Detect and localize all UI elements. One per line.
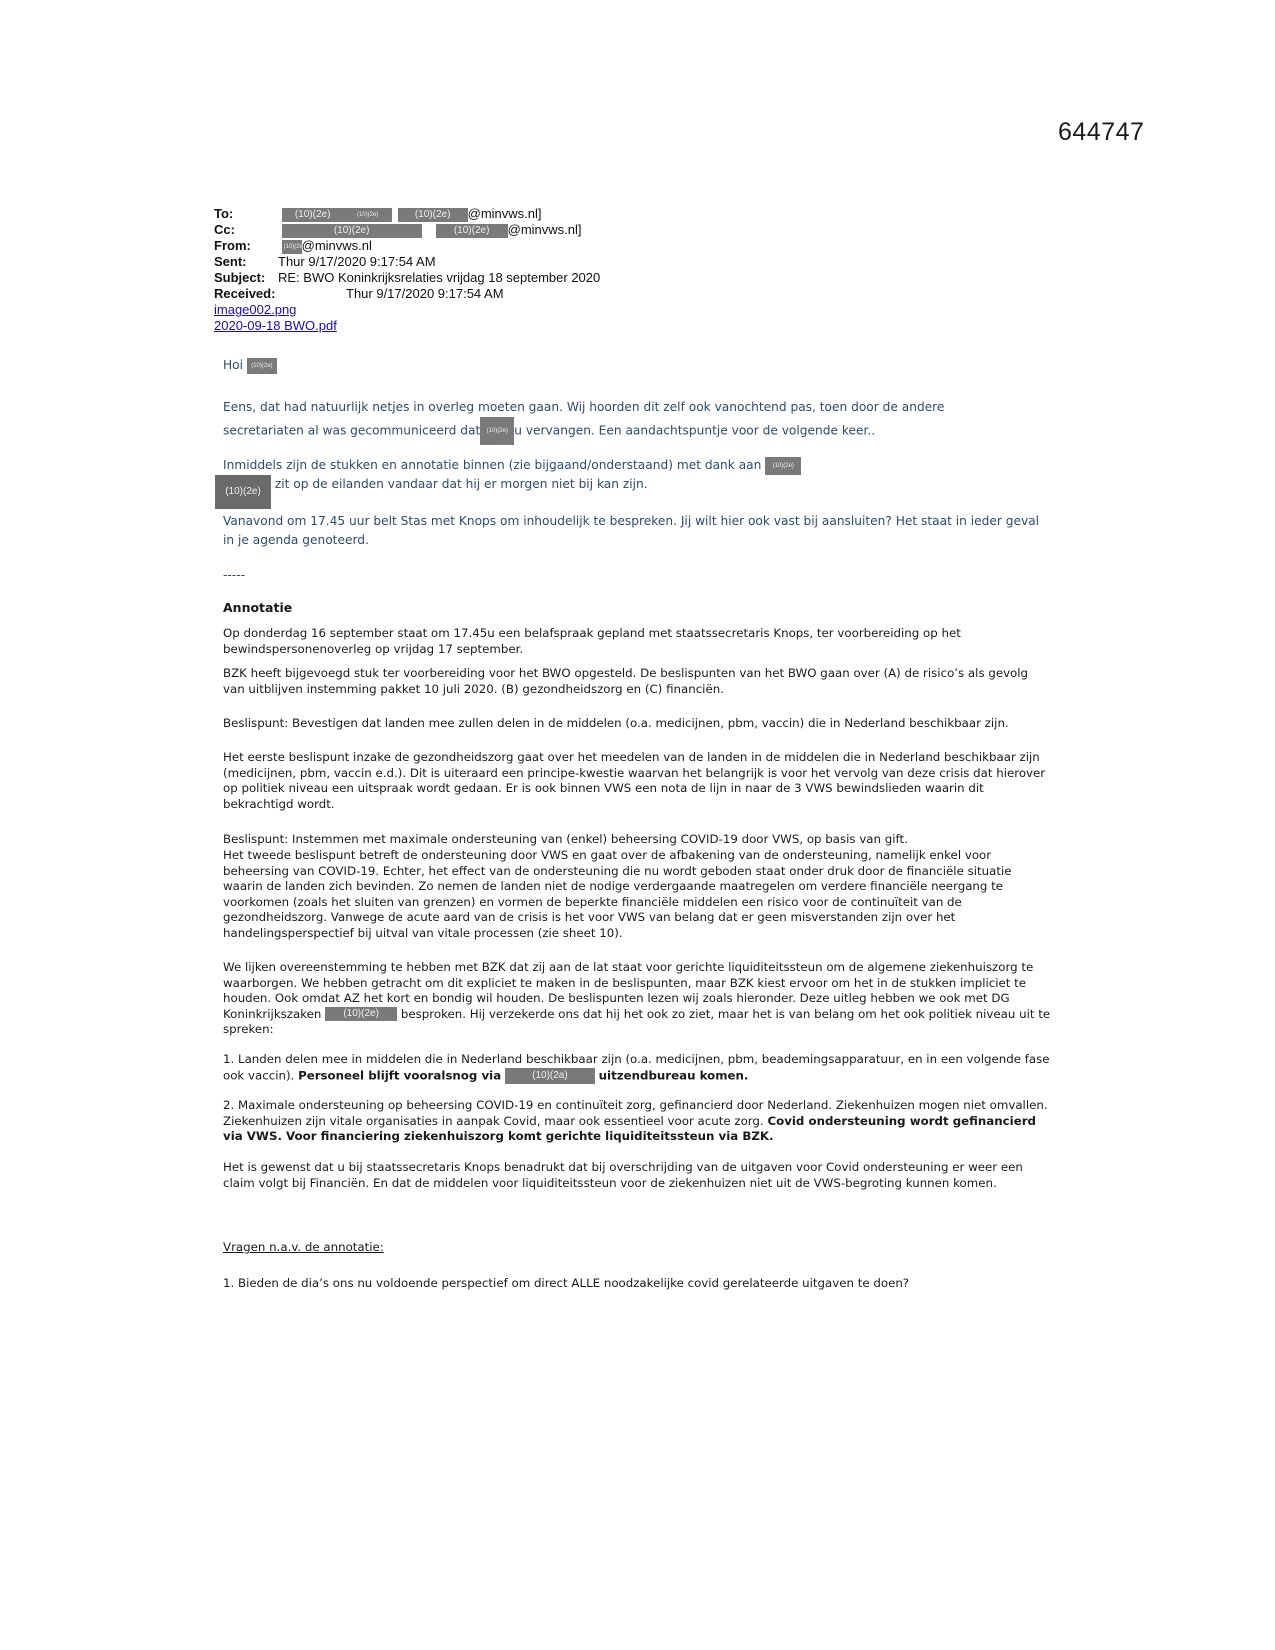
sent-label: Sent:: [214, 254, 247, 269]
redaction: (10)(2e): [344, 208, 392, 222]
questions-heading: Vragen n.a.v. de annotatie:: [223, 1240, 384, 1254]
cc-domain: @minvws.nl]: [507, 222, 582, 237]
sent-row: [214, 254, 436, 270]
decision-point-1-title: Beslispunt: Bevestigen dat landen mee zullen delen in de middelen (o.a. medicijnen, pbm, vaccin) die in Nederland beschikbaar zijn.: [223, 716, 1009, 730]
cc-label: Cc:: [214, 222, 235, 237]
redaction: (10)(2e): [436, 224, 508, 238]
subject-row: [214, 270, 600, 286]
annotation-paragraph-5: We lijken overeenstemming te hebben met BZK dat zij aan de lat staat voor gerichte liquiditeitssteun om de algemene ziekenhuiszorg te waarborgen. We hebben getracht om dit expliciet te maken in de beslispunten, maar BZK kiest ervoor om het in de stukken impliciet te houden. Ook omdat AZ het kort en bondig wil houden. De beslispunten lezen wij zoals hieronder. Deze uitleg hebben we ook met DG Koninkrijkszaken (10)(2e) besproken. Hij verzekerde ons dat hij het ook zo ziet, maar het is van belang om het ook politiek niveau uit te spreken:: [223, 960, 1051, 1036]
redaction: (10)(2e): [247, 358, 277, 374]
decision-list-item-2: 2. Maximale ondersteuning op beheersing COVID-19 en continuïteit zorg, gefinancierd door Nederland. Ziekenhuizen mogen niet omvallen. Ziekenhuizen zijn vitale organisaties in aanpak Covid, maar ook essentieel voor acute zorg. Covid ondersteuning wordt gefinancierd via VWS. Voor financiering ziekenhuiszorg komt gerichte liquiditeitssteun via BZK.: [223, 1098, 1048, 1143]
redaction: (10)(2e): [480, 417, 514, 445]
separator: -----: [223, 568, 245, 582]
annotation-paragraph-2: BZK heeft bijgevoegd stuk ter voorbereiding voor het BWO opgesteld. De beslispunten van het BWO gaan over (A) de risico’s als gevolg van uitblijven instemming pakket 10 juli 2020. (B) gezondheidszorg en (C) financiën.: [223, 666, 1029, 696]
message-paragraph-1: Eens, dat had natuurlijk netjes in overleg moeten gaan. Wij hoorden dit zelf ook vanochtend pas, toen door de andere secretariaten al was gecommuniceerd dat (10)(2e) u vervangen. Een aandachtspuntje voor de volgende keer..: [223, 398, 1043, 445]
annotation-heading: Annotatie: [223, 600, 293, 615]
decision-point-2-body: Het tweede beslispunt betreft de ondersteuning door VWS en gaat over de afbakening van de ondersteuning, namelijk enkel voor beheersing van COVID-19. Echter, het effect van de ondersteuning die nu wordt geboden staat onder druk door de financiële situatie waarin de landen zich bevinden. Zo nemen de landen niet de nodige verdergaande maatregelen om verdere financiële neergang te voorkomen (zoals het sluiten van grenzen) en vormen de beperkte financiële middelen een risico voor de continuïteit van de gezondheidszorg. Vanwege de acute aard van de crisis is het voor VWS van belang dat er geen misverstanden zijn over het handelingsperspectief bij uitval van vitale processen (zie sheet 10).: [223, 848, 1012, 940]
to-label: To:: [214, 206, 234, 221]
redaction: (10)(2e): [282, 208, 344, 222]
cc-row: [214, 222, 582, 238]
redaction: (10)(2e): [325, 1007, 397, 1021]
attachment-link-image[interactable]: image002.png: [214, 302, 297, 317]
decision-list-item-1: 1. Landen delen mee in middelen die in Nederland beschikbaar zijn (o.a. medicijnen, pbm, beademingsapparatuur, en in een volgende fase ook vaccin). Personeel blijft vooralsnog via (10)(2a) uitzendbureau komen.: [223, 1052, 1050, 1082]
greeting: Hoi (10)(2e): [223, 356, 1043, 375]
received-row: [214, 286, 504, 302]
decision-point-1-body: Het eerste beslispunt inzake de gezondheidszorg gaat over het meedelen van de landen in de middelen die in Nederland beschikbaar zijn (medicijnen, pbm, vaccin e.d.). Dit is uiteraard een principe-kwestie waarvan het belangrijk is voor het vervolg van deze crisis dat hierover op politiek niveau een uitspraak wordt gedaan. Er is ook binnen VWS een nota de lijn in naar de 3 VWS bewindslieden waarin dit bekrachtigd wordt.: [223, 750, 1046, 811]
attachment-link-pdf[interactable]: 2020-09-18 BWO.pdf: [214, 318, 337, 333]
subject-value: RE: BWO Koninkrijksrelaties vrijdag 18 september 2020: [278, 270, 601, 285]
from-label: From:: [214, 238, 251, 253]
to-row: [214, 206, 542, 222]
message-paragraph-2: Inmiddels zijn de stukken en annotatie binnen (zie bijgaand/onderstaand) met dank aan (10)(2e) (10)(2e) zit op de eilanden vandaar dat hij er morgen niet bij kan zijn.: [223, 456, 1043, 509]
annotation-paragraph-1: Op donderdag 16 september staat om 17.45u een belafspraak gepland met staatssecretaris Knops, ter voorbereiding op het bewindspersonenoverleg op vrijdag 17 september.: [223, 626, 961, 656]
to-domain: @minvws.nl]: [467, 206, 542, 221]
received-label: Received:: [214, 286, 276, 301]
redaction: (10)(2e): [282, 240, 302, 254]
subject-label: Subject:: [214, 270, 266, 285]
received-value: Thur 9/17/2020 9:17:54 AM: [346, 286, 504, 301]
sent-value: Thur 9/17/2020 9:17:54 AM: [278, 254, 436, 269]
document-number: 644747: [1058, 118, 1145, 146]
redaction: (10)(2e): [215, 475, 271, 509]
message-paragraph-3: Vanavond om 17.45 uur belt Stas met Knops om inhoudelijk te bespreken. Jij wilt hier ook vast bij aansluiten? Het staat in ieder geval in je agenda genoteerd.: [223, 514, 1040, 547]
redaction: (10)(2a): [505, 1068, 595, 1084]
redaction: (10)(2e): [398, 208, 468, 222]
from-row: [214, 238, 372, 254]
annotation-paragraph-8: Het is gewenst dat u bij staatssecretaris Knops benadrukt dat bij overschrijding van de uitgaven voor Covid ondersteuning er weer een claim volgt bij Financiën. En dat de middelen voor liquiditeitssteun voor de ziekenhuizen niet uit de VWS-begroting kunnen komen.: [223, 1160, 1023, 1190]
decision-point-2-title: Beslispunt: Instemmen met maximale ondersteuning van (enkel) beheersing COVID-19 door VWS, op basis van gift.: [223, 832, 908, 846]
redaction: (10)(2e): [765, 457, 801, 475]
question-1: 1. Bieden de dia’s ons nu voldoende perspectief om direct ALLE noodzakelijke covid gerelateerde uitgaven te doen?: [223, 1276, 910, 1290]
redaction: (10)(2e): [282, 224, 422, 238]
from-domain: @minvws.nl: [301, 238, 372, 253]
